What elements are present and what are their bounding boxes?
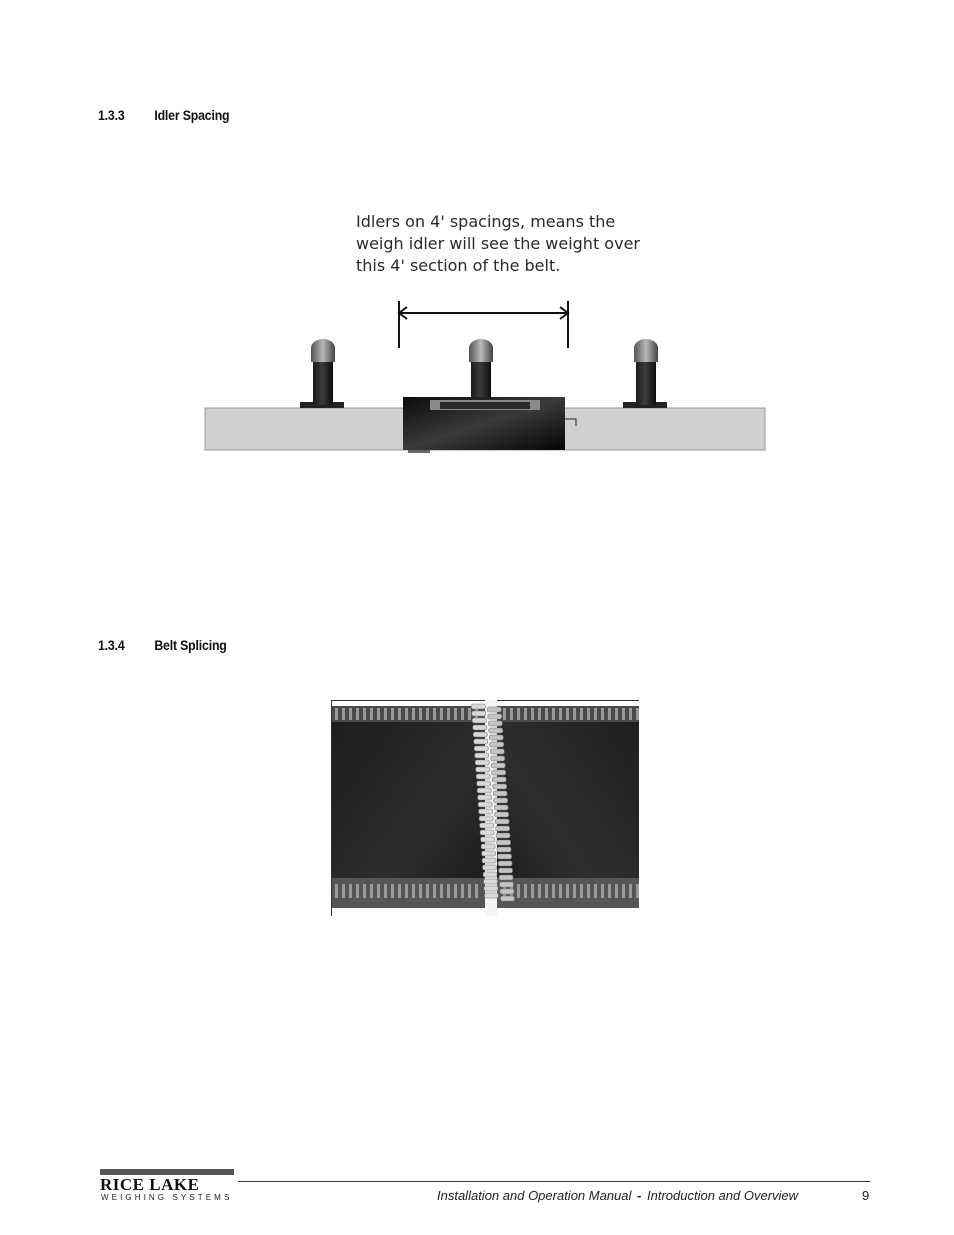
logo-wordmark: RICE LAKE [100, 1175, 200, 1194]
belt-splice-image [331, 700, 639, 916]
page-number: 9 [862, 1188, 870, 1203]
section-title: Belt Splicing [154, 637, 227, 653]
footer-separator: - [637, 1188, 642, 1203]
weigh-idler [403, 339, 576, 453]
section-number: 1.3.3 [98, 107, 125, 123]
caption-line: this 4' section of the belt. [356, 256, 561, 275]
manual-title: Installation and Operation Manual [437, 1188, 632, 1203]
section-heading-idler-spacing [98, 107, 229, 123]
caption-line: weigh idler will see the weight over [356, 234, 640, 253]
idler-spacing-diagram [200, 205, 770, 465]
chapter-title: Introduction and Overview [647, 1188, 799, 1203]
section-title: Idler Spacing [154, 107, 230, 123]
logo-tagline: WEIGHING SYSTEMS [101, 1193, 233, 1202]
section-number: 1.3.4 [98, 637, 125, 653]
left-idler [300, 339, 344, 408]
section-heading-belt-splicing [98, 637, 227, 653]
belt-splice-photo [331, 700, 639, 916]
rice-lake-logo [100, 1169, 238, 1205]
caption-line: Idlers on 4' spacings, means the [356, 212, 616, 231]
footer-rule [238, 1181, 870, 1182]
diagram-graphic [200, 205, 770, 465]
right-idler [623, 339, 667, 408]
footer-title [437, 1188, 798, 1203]
